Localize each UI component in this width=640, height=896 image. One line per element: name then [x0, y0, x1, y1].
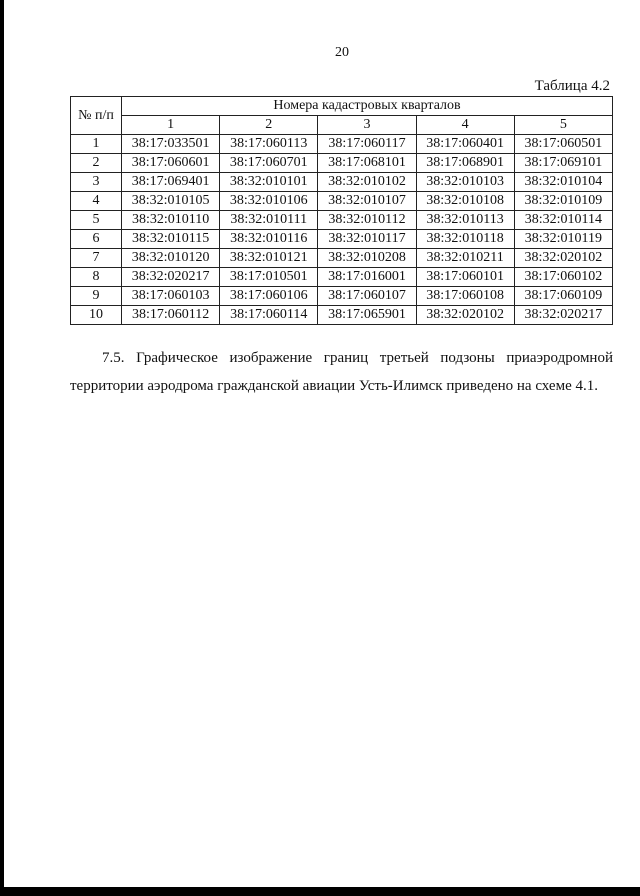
- cadastral-number-cell: 38:32:010101: [220, 173, 318, 192]
- cadastral-number-cell: 38:32:010119: [514, 230, 612, 249]
- table-row: [71, 211, 613, 230]
- table-row: [71, 287, 613, 306]
- paragraph-line: территории аэродрома гражданской авиации Усть-Илимск приведено на схеме 4.1.: [70, 378, 598, 394]
- cadastral-number-cell: 38:17:060101: [416, 268, 514, 287]
- group-header: Номера кадастровых кварталов: [122, 97, 613, 116]
- cadastral-number-cell: 38:32:010108: [416, 192, 514, 211]
- cadastral-number-cell: 38:32:010109: [514, 192, 612, 211]
- cadastral-number-cell: 38:32:020102: [416, 306, 514, 325]
- cadastral-number-cell: 38:17:068901: [416, 154, 514, 173]
- row-number-cell: 4: [71, 192, 122, 211]
- paragraph-line: 7.5. Графическое изображение границ третьей подзоны приаэродромной: [102, 350, 613, 366]
- cadastral-number-cell: 38:17:060117: [318, 135, 416, 154]
- scan-border-left: [0, 0, 4, 896]
- cadastral-number-cell: 38:17:060102: [514, 268, 612, 287]
- scan-border-bottom: [0, 887, 640, 896]
- cadastral-number-cell: 38:17:033501: [122, 135, 220, 154]
- cadastral-number-cell: 38:32:010102: [318, 173, 416, 192]
- cadastral-number-cell: 38:32:010115: [122, 230, 220, 249]
- cadastral-number-cell: 38:17:060103: [122, 287, 220, 306]
- cadastral-number-cell: 38:17:060114: [220, 306, 318, 325]
- cadastral-number-cell: 38:32:010116: [220, 230, 318, 249]
- row-number-header: № п/п: [71, 97, 122, 135]
- cadastral-number-cell: 38:32:010105: [122, 192, 220, 211]
- row-number-cell: 7: [71, 249, 122, 268]
- cadastral-number-cell: 38:32:010110: [122, 211, 220, 230]
- cadastral-number-cell: 38:17:069401: [122, 173, 220, 192]
- cadastral-number-cell: 38:32:010118: [416, 230, 514, 249]
- cadastral-number-cell: 38:32:010103: [416, 173, 514, 192]
- cadastral-number-cell: 38:32:010112: [318, 211, 416, 230]
- cadastral-number-cell: 38:17:010501: [220, 268, 318, 287]
- row-number-cell: 3: [71, 173, 122, 192]
- row-number-cell: 9: [71, 287, 122, 306]
- row-number-cell: 2: [71, 154, 122, 173]
- cadastral-number-cell: 38:17:060109: [514, 287, 612, 306]
- cadastral-number-cell: 38:32:020217: [514, 306, 612, 325]
- table-row: [71, 306, 613, 325]
- table-body: [71, 135, 613, 325]
- table-row: [71, 135, 613, 154]
- table-row: [71, 192, 613, 211]
- cadastral-number-cell: 38:17:068101: [318, 154, 416, 173]
- cadastral-number-cell: 38:17:060701: [220, 154, 318, 173]
- cadastral-number-cell: 38:17:065901: [318, 306, 416, 325]
- cadastral-number-cell: 38:32:010120: [122, 249, 220, 268]
- row-number-cell: 5: [71, 211, 122, 230]
- paragraph-7-5: [70, 344, 613, 400]
- cadastral-number-cell: 38:17:060401: [416, 135, 514, 154]
- column-header: 4: [416, 116, 514, 135]
- row-number-cell: 10: [71, 306, 122, 325]
- table-row: [71, 230, 613, 249]
- cadastral-number-cell: 38:17:016001: [318, 268, 416, 287]
- column-header: 2: [220, 116, 318, 135]
- cadastral-number-cell: 38:32:010113: [416, 211, 514, 230]
- cadastral-number-cell: 38:32:020217: [122, 268, 220, 287]
- table-row: [71, 173, 613, 192]
- column-header: 5: [514, 116, 612, 135]
- cadastral-number-cell: 38:32:020102: [514, 249, 612, 268]
- table-row: [71, 268, 613, 287]
- column-header: 3: [318, 116, 416, 135]
- cadastral-number-cell: 38:17:060112: [122, 306, 220, 325]
- table-row: [71, 249, 613, 268]
- cadastral-quarters-table: [70, 96, 613, 325]
- cadastral-number-cell: 38:32:010121: [220, 249, 318, 268]
- cadastral-number-cell: 38:32:010117: [318, 230, 416, 249]
- cadastral-number-cell: 38:32:010208: [318, 249, 416, 268]
- cadastral-number-cell: 38:17:060601: [122, 154, 220, 173]
- row-number-cell: 8: [71, 268, 122, 287]
- cadastral-number-cell: 38:32:010111: [220, 211, 318, 230]
- row-number-cell: 1: [71, 135, 122, 154]
- cadastral-number-cell: 38:17:060113: [220, 135, 318, 154]
- cadastral-number-cell: 38:32:010114: [514, 211, 612, 230]
- cadastral-number-cell: 38:17:060108: [416, 287, 514, 306]
- cadastral-number-cell: 38:17:060107: [318, 287, 416, 306]
- cadastral-number-cell: 38:17:060501: [514, 135, 612, 154]
- cadastral-number-cell: 38:32:010211: [416, 249, 514, 268]
- page-number: 20: [335, 45, 349, 60]
- cadastral-number-cell: 38:32:010107: [318, 192, 416, 211]
- cadastral-number-cell: 38:17:060106: [220, 287, 318, 306]
- row-number-cell: 6: [71, 230, 122, 249]
- table-caption: Таблица 4.2: [534, 78, 610, 94]
- cadastral-number-cell: 38:32:010104: [514, 173, 612, 192]
- table-row: [71, 154, 613, 173]
- cadastral-number-cell: 38:17:069101: [514, 154, 612, 173]
- cadastral-number-cell: 38:32:010106: [220, 192, 318, 211]
- column-header: 1: [122, 116, 220, 135]
